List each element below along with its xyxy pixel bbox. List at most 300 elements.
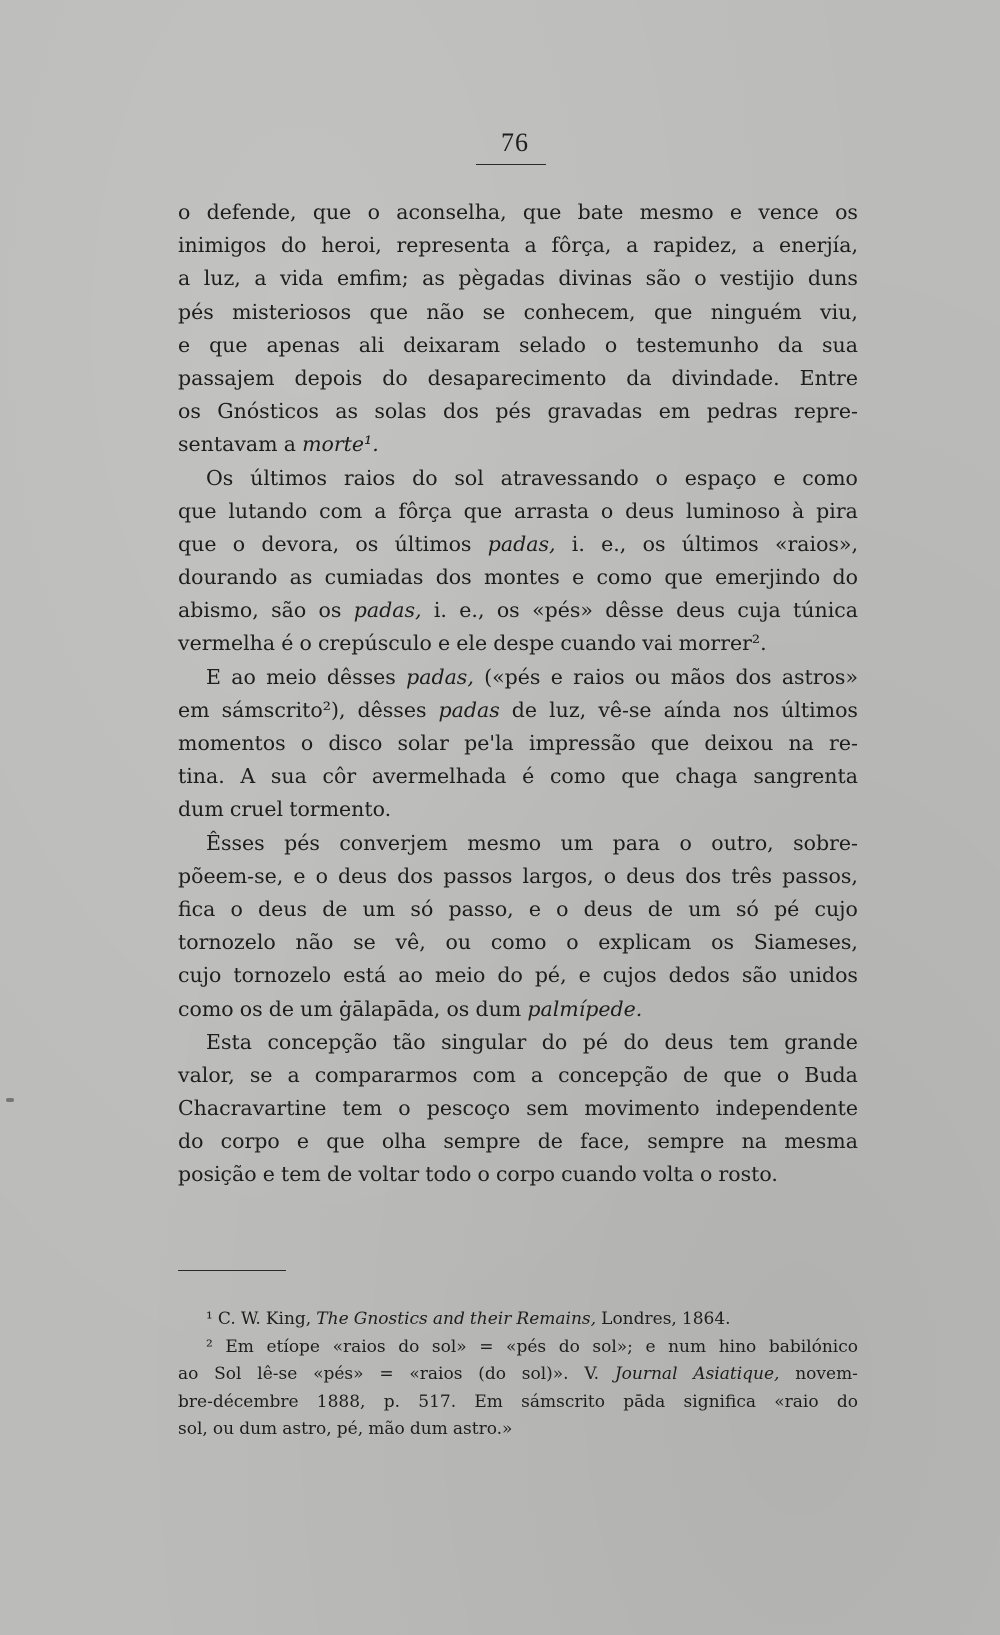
- body-text-word: que: [209, 332, 248, 357]
- body-text-line: [178, 296, 858, 329]
- body-text-word: do: [832, 565, 858, 590]
- body-text-word: dêsses: [357, 697, 427, 722]
- body-text-word: o: [300, 731, 314, 755]
- body-text-word: o: [367, 200, 380, 224]
- footnote-word: hino: [718, 1336, 757, 1357]
- body-text-word: cuando: [560, 631, 636, 656]
- body-text-word: o: [603, 863, 617, 888]
- body-text-word: ou: [445, 930, 472, 955]
- body-text-word: os: [496, 598, 520, 623]
- body-text-word: e.,: [459, 598, 485, 623]
- body-text-word: que: [522, 200, 562, 224]
- body-text-word: sol: [454, 465, 484, 490]
- body-text-word: divinas: [558, 266, 633, 291]
- body-text-word: tem: [281, 1162, 321, 1187]
- body-text-word: sobre-: [793, 830, 858, 855]
- body-text-word: mesma: [784, 1129, 858, 1154]
- body-text-word: mesmo: [467, 830, 542, 855]
- footnote-word: «raio: [774, 1391, 819, 1412]
- body-text-word: o: [655, 465, 668, 490]
- body-text-word: voltar: [358, 1162, 420, 1187]
- body-text-word: pescoço: [426, 1096, 511, 1121]
- body-text-word: tornozelo: [233, 963, 332, 988]
- body-text-word: pés: [178, 299, 214, 324]
- footnote-line: [178, 1389, 858, 1417]
- body-text-word: o: [556, 896, 569, 921]
- body-text-word: pés: [284, 830, 320, 855]
- body-text-word: heroi,: [321, 233, 382, 258]
- body-text-word: cumiadas: [324, 565, 424, 590]
- body-text-line: [178, 661, 858, 694]
- body-text-word: e: [572, 565, 585, 590]
- body-text-word: se: [482, 299, 506, 324]
- body-text-word: para: [612, 830, 661, 855]
- footnote-line: [178, 1306, 858, 1334]
- body-text-word: o: [398, 1096, 411, 1121]
- footnote-rule: [178, 1270, 286, 1271]
- footnote-word: «raios: [409, 1364, 463, 1384]
- body-text-word: a: [283, 432, 296, 457]
- body-text-line: [178, 1092, 858, 1125]
- body-text-word: cruel: [229, 797, 284, 822]
- footnote-word: 517.: [418, 1391, 457, 1412]
- body-text-word: e: [178, 332, 191, 357]
- footnote-word: pé,: [336, 1419, 364, 1439]
- body-text-word: vai: [642, 631, 673, 656]
- body-text-word: o: [232, 531, 246, 556]
- footnote-word: do: [558, 1336, 580, 1357]
- footnote-word: dum: [239, 1419, 278, 1439]
- footnote-word: King,: [265, 1309, 312, 1329]
- footnote-word: W.: [240, 1309, 261, 1329]
- body-text-word: de: [322, 896, 348, 921]
- body-text-word: independente: [715, 1096, 858, 1121]
- footnote-word: =: [379, 1364, 394, 1384]
- body-text-word: com: [319, 498, 363, 523]
- body-text-line: [178, 1059, 858, 1092]
- body-text-word: não: [295, 930, 334, 955]
- body-text-word: na: [788, 731, 814, 755]
- body-text-word: o: [776, 1062, 790, 1087]
- footnote-word: Em: [225, 1336, 254, 1357]
- body-text-word: do: [623, 1029, 649, 1054]
- body-text-word: a: [752, 233, 765, 258]
- body-text-word: devora,: [261, 531, 340, 556]
- body-text-line: [178, 528, 858, 561]
- body-text-word: vê-se: [598, 697, 652, 722]
- body-text-word: os: [355, 531, 379, 556]
- body-text-word: passajem: [178, 365, 275, 390]
- footnote-word: bre-décembre: [178, 1391, 299, 1412]
- body-text-word: a: [178, 266, 191, 291]
- footnote-word: astro.»: [452, 1419, 513, 1439]
- body-text-word: últimos: [394, 531, 472, 556]
- body-text-word: não: [426, 299, 465, 324]
- body-text-word: impressão: [528, 731, 636, 755]
- body-text-word: fôrça,: [551, 233, 612, 258]
- body-text-word: i.: [433, 598, 447, 623]
- footnote-word: pāda: [623, 1391, 666, 1412]
- footnote-word: Sol: [214, 1364, 242, 1384]
- body-text-word: abismo,: [178, 598, 259, 623]
- footnote-word: e: [645, 1336, 656, 1357]
- body-text-word: dum: [178, 797, 224, 822]
- body-text-word: solas: [374, 399, 427, 424]
- body-text-word: A: [240, 764, 256, 789]
- body-text-word: momentos: [178, 731, 286, 755]
- body-text-word: meio: [266, 664, 317, 689]
- body-text-word: são: [741, 963, 777, 988]
- body-text-word: raios: [343, 465, 396, 490]
- body-text-word: ali: [358, 332, 385, 357]
- body-text-word: pé: [774, 896, 800, 921]
- body-text-word: rosto.: [718, 1162, 778, 1187]
- body-text-word: a: [524, 233, 537, 258]
- page-number-rule: [476, 164, 546, 165]
- body-text-word: a: [530, 1062, 544, 1087]
- body-text-word: as: [422, 266, 445, 291]
- body-text-word: do: [541, 1029, 568, 1054]
- footnote-word: Asiatique,: [693, 1364, 780, 1384]
- footnote-word: their: [469, 1309, 512, 1329]
- body-text-word: sangrenta: [753, 764, 858, 789]
- body-text-word: que: [650, 731, 690, 755]
- body-text-word: um: [688, 896, 721, 921]
- page-blemish: [6, 1098, 14, 1102]
- body-text-line: [178, 727, 858, 760]
- footnote-word: (do: [478, 1364, 506, 1384]
- body-text-word: é: [281, 631, 294, 656]
- footnote-word: ¹: [206, 1309, 213, 1329]
- body-text-word: astros»: [781, 664, 858, 689]
- body-text-word: a: [254, 266, 267, 291]
- body-text-word: duns: [807, 266, 858, 291]
- body-text-word: e: [437, 631, 451, 656]
- body-text-word: face,: [580, 1129, 631, 1154]
- body-text-word: Gnósticos: [217, 399, 319, 424]
- body-text-word: sempre: [647, 1129, 725, 1154]
- body-text-word: a: [374, 498, 387, 523]
- body-text-word: padas,: [487, 531, 556, 556]
- body-text-word: o: [679, 830, 692, 855]
- body-text-word: sua: [822, 332, 858, 357]
- body-text-word: que: [326, 1129, 365, 1154]
- body-text-word: deus: [583, 896, 633, 921]
- body-text-word: emerjindo: [715, 565, 821, 590]
- body-text-word: do: [497, 963, 523, 988]
- footnote-word: significa: [683, 1391, 756, 1412]
- body-text-word: aconselha,: [396, 200, 507, 224]
- body-text-word: Siameses,: [753, 930, 858, 955]
- body-text-word: pé: [582, 1029, 608, 1054]
- body-text-word: de: [647, 896, 674, 921]
- body-text-word: o: [315, 863, 328, 888]
- body-text-word: padas: [438, 697, 500, 722]
- body-text-word: tormento.: [289, 797, 392, 822]
- body-text-word: avermelhada: [371, 764, 507, 789]
- footnote-word: sol»;: [592, 1336, 633, 1357]
- body-text-word: o: [600, 498, 614, 523]
- body-text-word: selado: [519, 332, 586, 357]
- footnote-word: astro,: [282, 1419, 332, 1439]
- body-text-word: do: [382, 365, 408, 390]
- body-text-line: [178, 1026, 858, 1059]
- body-text-word: tina.: [178, 764, 225, 789]
- body-text-word: ele: [456, 631, 488, 656]
- body-text-word: são: [271, 598, 307, 623]
- body-text-word: como: [596, 565, 653, 590]
- body-text-word: dêsse: [605, 598, 664, 623]
- footnote-word: p.: [383, 1391, 400, 1412]
- body-text-word: Chacravartine: [178, 1096, 327, 1121]
- body-text-word: e: [773, 465, 786, 490]
- body-text-word: arrasta: [514, 498, 590, 523]
- body-text-word: sámscrito²),: [221, 697, 346, 722]
- body-text-line: [178, 594, 858, 627]
- footnote-word: sol)».: [521, 1364, 569, 1384]
- body-text: [178, 196, 858, 1192]
- body-text-line: [178, 329, 858, 362]
- footnote-word: sol,: [178, 1419, 208, 1439]
- footnote-word: Gnostics: [353, 1309, 428, 1329]
- body-text-word: sem: [526, 1096, 569, 1121]
- body-text-word: põeem-se,: [178, 863, 284, 888]
- body-text-word: testemunho: [636, 332, 759, 357]
- footnote-word: dum: [409, 1419, 448, 1439]
- body-text-word: aínda: [663, 697, 721, 722]
- footnote-word: ou: [212, 1419, 235, 1439]
- body-text-word: ou: [634, 664, 661, 689]
- body-text-word: as: [335, 399, 358, 424]
- body-text-word: os: [835, 200, 858, 224]
- body-text-word: sentavam: [178, 432, 278, 457]
- body-text-word: de: [537, 1129, 563, 1154]
- body-text-word: vermelha: [178, 631, 276, 656]
- body-text-word: grande: [784, 1029, 858, 1054]
- body-text-line: [178, 428, 858, 461]
- body-text-word: «raios»,: [774, 531, 858, 556]
- body-text-word: de: [683, 1062, 709, 1087]
- body-text-line: [178, 760, 858, 793]
- body-text-word: está: [343, 963, 387, 988]
- footnote-word: =: [479, 1336, 494, 1357]
- body-text-word: representa: [396, 233, 510, 258]
- footnote-word: Remains,: [516, 1309, 597, 1329]
- body-text-word: crepúsculo: [317, 631, 432, 656]
- body-text-word: deus: [626, 863, 676, 888]
- body-text-word: meio: [434, 963, 486, 988]
- body-text-word: são: [645, 266, 681, 291]
- body-text-line: [178, 959, 858, 992]
- body-text-word: e: [550, 664, 563, 689]
- body-text-word: como: [490, 930, 547, 955]
- body-text-word: cujos: [602, 963, 657, 988]
- footnote-line: [178, 1361, 858, 1389]
- body-text-word: do: [412, 465, 438, 490]
- body-text-word: cuja: [737, 598, 781, 623]
- body-text-word: o: [299, 631, 312, 656]
- body-text-word: dos: [397, 863, 434, 888]
- body-text-line: [178, 827, 858, 860]
- body-text-word: disco: [328, 731, 383, 755]
- body-text-word: em: [658, 399, 691, 424]
- body-text-word: viu,: [820, 299, 858, 324]
- body-text-word: que: [178, 498, 217, 523]
- body-text-word: sua: [270, 764, 307, 789]
- body-text-word: Entre: [799, 365, 858, 390]
- body-text-word: passos,: [782, 863, 858, 888]
- body-text-word: movimento: [584, 1096, 700, 1121]
- body-text-word: os: [318, 598, 342, 623]
- body-text-word: pègadas: [458, 266, 545, 291]
- body-text-word: («pés: [484, 664, 541, 689]
- footnote-word: «pés»: [313, 1364, 364, 1384]
- body-text-word: pe'la: [464, 731, 514, 755]
- body-text-word: e: [729, 200, 742, 224]
- body-text-line: [178, 627, 858, 660]
- body-text-word: depois: [294, 365, 363, 390]
- body-text-word: últimos: [681, 531, 759, 556]
- body-text-word: luminoso: [686, 498, 781, 523]
- body-text-word: unidos: [788, 963, 858, 988]
- body-text-word: chaga: [675, 764, 738, 789]
- body-text-word: vence: [758, 200, 819, 224]
- body-text-line: [178, 793, 858, 826]
- footnote-word: do: [836, 1391, 858, 1412]
- footnote-word: C.: [217, 1309, 236, 1329]
- footnote-word: 1888,: [316, 1391, 366, 1412]
- body-text-word: como: [549, 764, 606, 789]
- body-text-line: [178, 1125, 858, 1158]
- body-text-word: da: [626, 365, 652, 390]
- body-text-word: côr: [322, 764, 357, 789]
- body-text-word: e: [528, 896, 541, 921]
- body-text-word: e.,: [601, 531, 627, 556]
- body-text-word: pé,: [534, 963, 567, 988]
- body-text-word: de: [511, 697, 538, 722]
- body-text-word: e: [578, 963, 591, 988]
- body-text-word: passo,: [448, 896, 514, 921]
- body-text-word: ao: [398, 963, 423, 988]
- body-text-word: rapidez,: [653, 233, 738, 258]
- footnote-word: mão: [368, 1419, 405, 1439]
- page-number: 76: [501, 128, 529, 157]
- body-text-word: despe: [493, 631, 555, 656]
- body-text-word: dos: [435, 565, 472, 590]
- body-text-word: compararmos: [314, 1062, 458, 1087]
- body-text-word: à: [792, 498, 805, 523]
- body-text-word: dos: [735, 664, 772, 689]
- body-text-word: três: [731, 863, 773, 888]
- body-text-word: concepção: [558, 1062, 668, 1087]
- body-text-word: com: [472, 1062, 516, 1087]
- body-text-word: é: [522, 764, 535, 789]
- body-text-word: tem: [342, 1096, 383, 1121]
- body-text-word: bate: [577, 200, 624, 224]
- body-text-word: fica: [178, 896, 216, 921]
- body-text-word: o: [699, 1162, 713, 1187]
- body-text-word: vida: [280, 266, 324, 291]
- body-text-word: mesmo: [639, 200, 714, 224]
- body-text-word: o: [694, 266, 707, 291]
- body-text-word: últimos: [781, 697, 858, 722]
- body-text-word: que: [723, 1062, 762, 1087]
- body-text-word: conhecem,: [523, 299, 636, 324]
- body-text-word: como: [802, 465, 858, 490]
- body-text-word: deus: [664, 1029, 714, 1054]
- body-text-word: da: [777, 332, 804, 357]
- body-text-word: deus: [258, 896, 308, 921]
- body-text-word: os: [711, 930, 735, 955]
- body-text-word: pira: [816, 498, 858, 523]
- body-text-word: pedras: [706, 399, 778, 424]
- body-text-word: o: [477, 1162, 490, 1187]
- body-text-word: ao: [231, 664, 256, 689]
- body-text-word: passos: [443, 863, 513, 888]
- body-text-line: [178, 561, 858, 594]
- body-text-word: luz,: [203, 266, 241, 291]
- body-text-word: outro,: [711, 830, 774, 855]
- body-text-word: concepção: [267, 1029, 378, 1054]
- footnote-word: novem-: [795, 1364, 858, 1384]
- body-text-word: se: [353, 930, 376, 955]
- body-text-word: divindade.: [671, 365, 780, 390]
- body-text-word: re-: [829, 731, 858, 755]
- footnote-word: num: [668, 1336, 707, 1357]
- body-text-word: do: [281, 233, 307, 258]
- body-text-word: deixaram: [403, 332, 501, 357]
- body-text-word: padas,: [406, 664, 474, 689]
- body-text-word: E: [206, 664, 221, 689]
- body-text-word: enerjía,: [779, 233, 858, 258]
- body-text-word: que: [312, 200, 352, 224]
- body-text-word: tornozelo: [178, 930, 276, 955]
- body-text-word: um: [560, 830, 594, 855]
- footnote-word: ²: [206, 1336, 213, 1357]
- body-text-word: nos: [732, 697, 770, 722]
- body-text-word: tão: [392, 1029, 426, 1054]
- body-text-line: [178, 362, 858, 395]
- body-text-word: dedos: [668, 963, 730, 988]
- body-text-word: repre-: [794, 399, 858, 424]
- body-text-word: em: [178, 697, 210, 722]
- body-text-word: últimos: [250, 465, 327, 490]
- body-text-word: só: [410, 896, 434, 921]
- body-text-line: [178, 860, 858, 893]
- body-text-word: i.: [571, 531, 585, 556]
- body-text-word: apenas: [266, 332, 340, 357]
- body-text-word: que: [463, 498, 503, 523]
- body-text-word: Buda: [804, 1062, 858, 1087]
- body-text-word: túnica: [793, 598, 858, 623]
- body-text-word: emfim;: [337, 266, 409, 291]
- body-text-word: um: [362, 896, 396, 921]
- body-text-word: todo: [425, 1162, 472, 1187]
- body-text-word: dos: [442, 399, 479, 424]
- body-text-word: o: [178, 200, 191, 224]
- body-text-word: Êsses: [206, 830, 265, 855]
- footnote-word: V.: [584, 1364, 600, 1384]
- body-text-word: que: [621, 764, 660, 789]
- body-text-word: os: [178, 399, 201, 424]
- body-text-word: cujo: [178, 963, 222, 988]
- body-text-word: o: [566, 930, 579, 955]
- footnote-word: The: [316, 1309, 349, 1329]
- footnote-word: sámscrito: [521, 1391, 605, 1412]
- body-text-word: mãos: [670, 664, 726, 689]
- body-text-line: [178, 694, 858, 727]
- footnote-word: Journal: [614, 1364, 678, 1384]
